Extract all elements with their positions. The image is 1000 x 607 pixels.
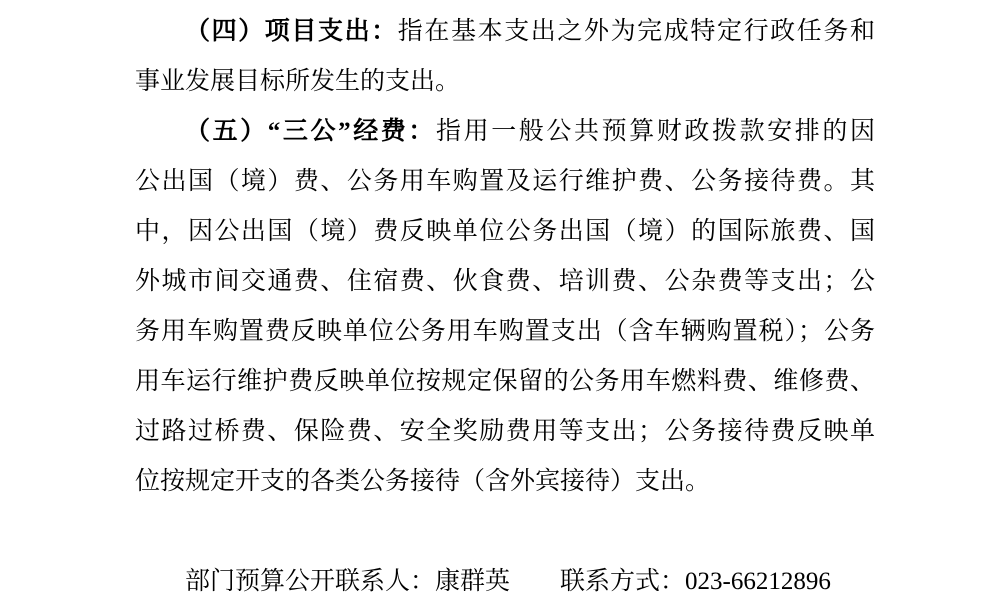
paragraph-text: 过路过桥费、保险费、安全奖励费用等支出；公务接待费反映单 xyxy=(135,418,875,445)
text-line xyxy=(135,457,875,507)
text-line xyxy=(135,7,875,57)
paragraph-text: 务用车购置费反映单位公务用车购置支出（含车辆购置税）；公务 xyxy=(135,318,875,345)
document-body xyxy=(135,7,875,507)
paragraph-text: 外城市间交通费、住宿费、伙食费、培训费、公杂费等支出；公 xyxy=(135,268,875,295)
text-line xyxy=(135,357,875,407)
contact-name: 康群英 xyxy=(435,568,511,595)
blank-line xyxy=(135,507,875,557)
contact-label: 部门预算公开联系人： xyxy=(185,568,436,595)
text-line xyxy=(135,107,875,157)
paragraph-text: 位按规定开支的各类公务接待（含外宾接待）支出。 xyxy=(135,468,711,495)
paragraph-lead: （五）“三公”经费： xyxy=(185,118,436,145)
paragraph-text: 指在基本支出之外为完成特定行政任务和 xyxy=(397,18,875,45)
text-line xyxy=(135,307,875,357)
paragraph-text: 公出国（境）费、公务用车购置及运行维护费、公务接待费。其 xyxy=(135,168,875,195)
paragraph-text: 中，因公出国（境）费反映单位公务出国（境）的国际旅费、国 xyxy=(135,218,875,245)
text-line xyxy=(135,57,875,107)
paragraph-text: 指用一般公共预算财政拨款安排的因 xyxy=(436,118,875,145)
text-line xyxy=(135,257,875,307)
footer-line xyxy=(135,557,875,607)
text-line xyxy=(135,407,875,457)
text-line xyxy=(135,207,875,257)
text-line xyxy=(135,157,875,207)
document-text-block xyxy=(135,7,875,607)
paragraph-lead: （四）项目支出： xyxy=(185,18,398,45)
phone-label: 联系方式： xyxy=(560,568,686,595)
paragraph-text: 事业发展目标所发生的支出。 xyxy=(135,68,461,95)
phone-number: 023-66212896 xyxy=(685,568,831,595)
paragraph-text: 用车运行维护费反映单位按规定保留的公务用车燃料费、维修费、 xyxy=(135,368,875,395)
